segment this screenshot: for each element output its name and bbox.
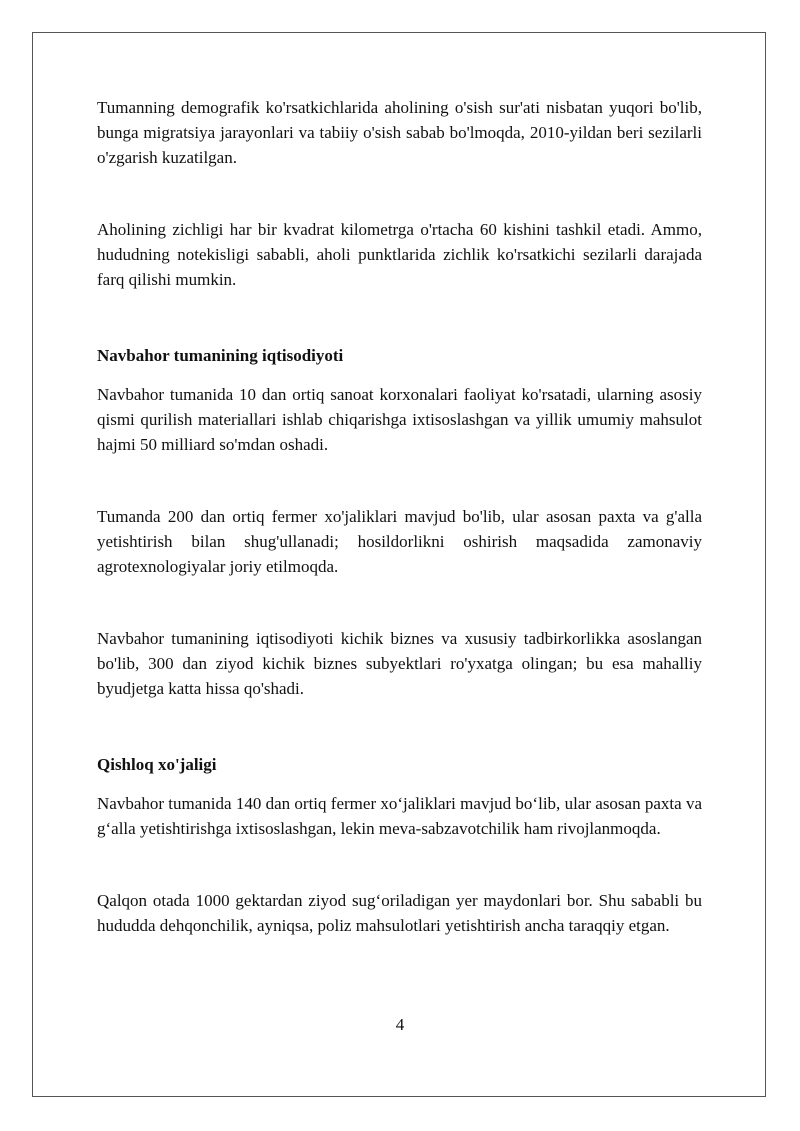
heading-economy: Navbahor tumanining iqtisodiyoti xyxy=(97,346,344,365)
paragraph-farm-count: Navbahor tumanida 140 dan ortiq fermer xo‘jaliklari mavjud bo‘lib, ular asosan paxta va g‘alla yetishtirishga ixtisoslashgan, lekin meva-sabzavotchilik ham rivojlanmoqda. xyxy=(97,794,702,838)
paragraph-density: Aholining zichligi har bir kvadrat kilometrga o'rtacha 60 kishini tashkil etadi. Ammo, hududning notekisligi sababli, aholi punktlarida zichlik ko'rsatkichi sezilarli darajada farq qilishi mumkin. xyxy=(97,220,702,289)
heading-agriculture: Qishloq xo'jaligi xyxy=(97,755,217,774)
page-number: 4 xyxy=(395,1015,405,1034)
paragraph-irrigated-land: Qalqon otada 1000 gektardan ziyod sug‘oriladigan yer maydonlari bor. Shu sababli bu hududda dehqonchilik, ayniqsa, poliz mahsulotlari yetishtirish ancha taraqqiy etgan. xyxy=(97,891,702,935)
document-body xyxy=(97,95,702,938)
paragraph-farms: Tumanda 200 dan ortiq fermer xo'jaliklari mavjud bo'lib, ular asosan paxta va g'alla yetishtirish bilan shug'ullanadi; hosildorlikni oshirish maqsadida zamonaviy agrotexnologiyalar joriy etilmoqda. xyxy=(97,507,702,576)
paragraph-small-business: Navbahor tumanining iqtisodiyoti kichik biznes va xususiy tadbirkorlikka asoslangan bo'lib, 300 dan ziyod kichik biznes subyektlari ro'yxatga olingan; bu esa mahalliy byudjetga katta hissa qo'shadi. xyxy=(97,629,702,698)
paragraph-demographics: Tumanning demografik ko'rsatkichlarida aholining o'sish sur'ati nisbatan yuqori bo'lib, bunga migratsiya jarayonlari va tabiiy o'sish sabab bo'lmoqda, 2010-yildan beri sezilarli o'zgarish kuzatilgan. xyxy=(97,98,702,167)
paragraph-industry: Navbahor tumanida 10 dan ortiq sanoat korxonalari faoliyat ko'rsatadi, ularning asosiy qismi qurilish materiallari ishlab chiqarishga ixtisoslashgan va yillik umumiy mahsulot hajmi 50 milliard so'mdan oshadi. xyxy=(97,385,702,454)
